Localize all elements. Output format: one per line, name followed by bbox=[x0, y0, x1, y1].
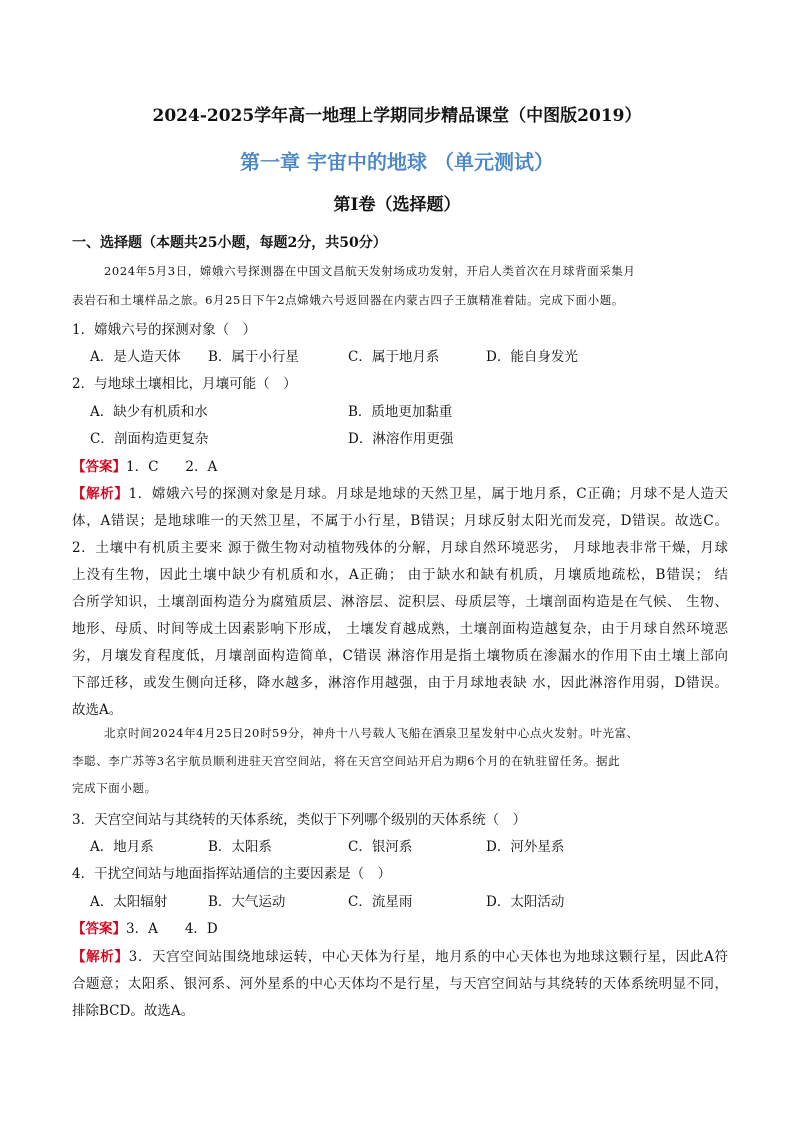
analysis-1-line-2: 体，A错误；是地球唯一的天然卫星，不属于小行星，B错误；月球反射太阳光而发亮，D错误。故选C。 bbox=[72, 513, 728, 529]
question-3-option-d: D．河外星系 bbox=[486, 839, 565, 855]
analysis-2-tag: 【解析】 bbox=[72, 949, 129, 965]
material-2-line-2: 李聪、李广苏等3名宇航员顺利进驻天宫空间站，将在天宫空间站开启为期6个月的在轨驻留任务。据此 bbox=[72, 754, 621, 768]
analysis-1-line-6: 地形、母质、时间等成土因素影响下形成， 土壤发育越成熟，土壤剖面构造越复杂，由于月球自然环境恶 bbox=[72, 621, 728, 637]
material-2-line-3: 完成下面小题。 bbox=[72, 781, 157, 795]
analysis-1-line-5: 合所学知识，土壤剖面构造分为腐殖质层、淋溶层、淀积层、母质层等，土壤剖面构造是在气候、 生物、 bbox=[72, 594, 728, 610]
answer-2-text: 3．A 4．D bbox=[126, 921, 218, 937]
analysis-1-line-8: 下部迁移，或发生侧向迁移，降水越多，淋溶作用越强，由于月球地表缺 水，因此淋溶作用弱，D错误。 bbox=[72, 675, 728, 691]
material-1-line-2: 表岩石和土壤样品之旅。6月25日下午2点嫦娥六号返回器在内蒙古四子王旗精准着陆。完成下面小题。 bbox=[72, 293, 624, 307]
analysis-1-line-1: 【解析】1．嫦娥六号的探测对象是月球。月球是地球的天然卫星，属于地月系，C正确；月球不是人造天 bbox=[72, 486, 729, 502]
answer-2 bbox=[72, 917, 218, 937]
answer-1-text: 1．C 2．A bbox=[126, 459, 218, 475]
question-3-option-b: B．太阳系 bbox=[208, 839, 272, 855]
answer-1-tag: 【答案】 bbox=[72, 459, 126, 475]
question-1-option-d: D．能自身发光 bbox=[486, 349, 578, 365]
question-4-option-a: A．太阳辐射 bbox=[90, 894, 168, 910]
analysis-1-line-9: 故选A。 bbox=[72, 702, 123, 718]
material-1-line-1: 2024年5月3日，嫦娥六号探测器在中国文昌航天发射场成功发射，开启人类首次在月球背面采集月 bbox=[104, 264, 636, 278]
document-title: 2024-2025学年高一地理上学期同步精品课堂（中图版2019） bbox=[152, 106, 642, 126]
analysis-1-line-4: 上没有生物，因此土壤中缺少有机质和水，A正确； 由于缺水和缺有机质，月壤质地疏松，B错误； 结 bbox=[72, 567, 728, 583]
question-1-option-c: C．属于地月系 bbox=[348, 349, 440, 365]
analysis-2-line-2: 合题意；太阳系、银河系、河外星系的中心天体均不是行星，与天宫空间站与其绕转的天体系统明显不同， bbox=[72, 976, 728, 992]
question-1-stem: 1．嫦娥六号的探测对象（ ） bbox=[72, 322, 257, 338]
material-2-line-1: 北京时间2024年4月25日20时59分，神舟十八号载人飞船在酒泉卫星发射中心点火发射。叶光富、 bbox=[104, 726, 639, 740]
question-2-option-c: C．剖面构造更复杂 bbox=[90, 431, 209, 447]
question-2-option-b: B．质地更加黏重 bbox=[348, 404, 453, 420]
question-4-option-c: C．流星雨 bbox=[348, 894, 413, 910]
analysis-2-line-3: 排除BCD。故选A。 bbox=[72, 1003, 195, 1019]
question-2-option-a: A．缺少有机质和水 bbox=[90, 404, 208, 420]
question-1-option-b: B．属于小行星 bbox=[208, 349, 299, 365]
question-4-option-b: B．大气运动 bbox=[208, 894, 286, 910]
question-4-option-d: D．太阳活动 bbox=[486, 894, 565, 910]
question-4-stem: 4．干扰空间站与地面指挥站通信的主要因素是（ ） bbox=[72, 866, 392, 882]
answer-1 bbox=[72, 455, 217, 475]
analysis-1-line-3: 2．土壤中有机质主要来 源于微生物对动植物残体的分解，月球自然环境恶劣， 月球地表非常干燥，月球 bbox=[72, 540, 728, 556]
answer-2-tag: 【答案】 bbox=[72, 921, 126, 937]
analysis-1-line-7: 劣，月壤发育程度低，月壤剖面构造简单，C错误 淋溶作用是指土壤物质在渗漏水的作用下由土壤上部向 bbox=[72, 648, 728, 664]
question-3-option-c: C．银河系 bbox=[348, 839, 413, 855]
question-3-stem: 3．天宫空间站与其绕转的天体系统，类似于下列哪个级别的天体系统（ ） bbox=[72, 812, 527, 828]
analysis-2-line-1: 【解析】3．天宫空间站围绕地球运转，中心天体为行星，地月系的中心天体也为地球这颗行星，因此A符 bbox=[72, 949, 728, 965]
question-2-stem: 2．与地球土壤相比，月壤可能（ ） bbox=[72, 376, 297, 392]
question-1-option-a: A．是人造天体 bbox=[90, 349, 181, 365]
question-2-option-d: D．淋溶作用更强 bbox=[348, 431, 454, 447]
section-heading: 一、选择题（本题共25小题，每题2分，共50分） bbox=[72, 235, 387, 251]
chapter-title: 第一章 宇宙中的地球 （单元测试） bbox=[240, 150, 554, 174]
volume-title: 第Ⅰ卷（选择题） bbox=[333, 195, 461, 215]
question-3-option-a: A．地月系 bbox=[90, 839, 154, 855]
analysis-1-tag: 【解析】 bbox=[72, 486, 129, 502]
